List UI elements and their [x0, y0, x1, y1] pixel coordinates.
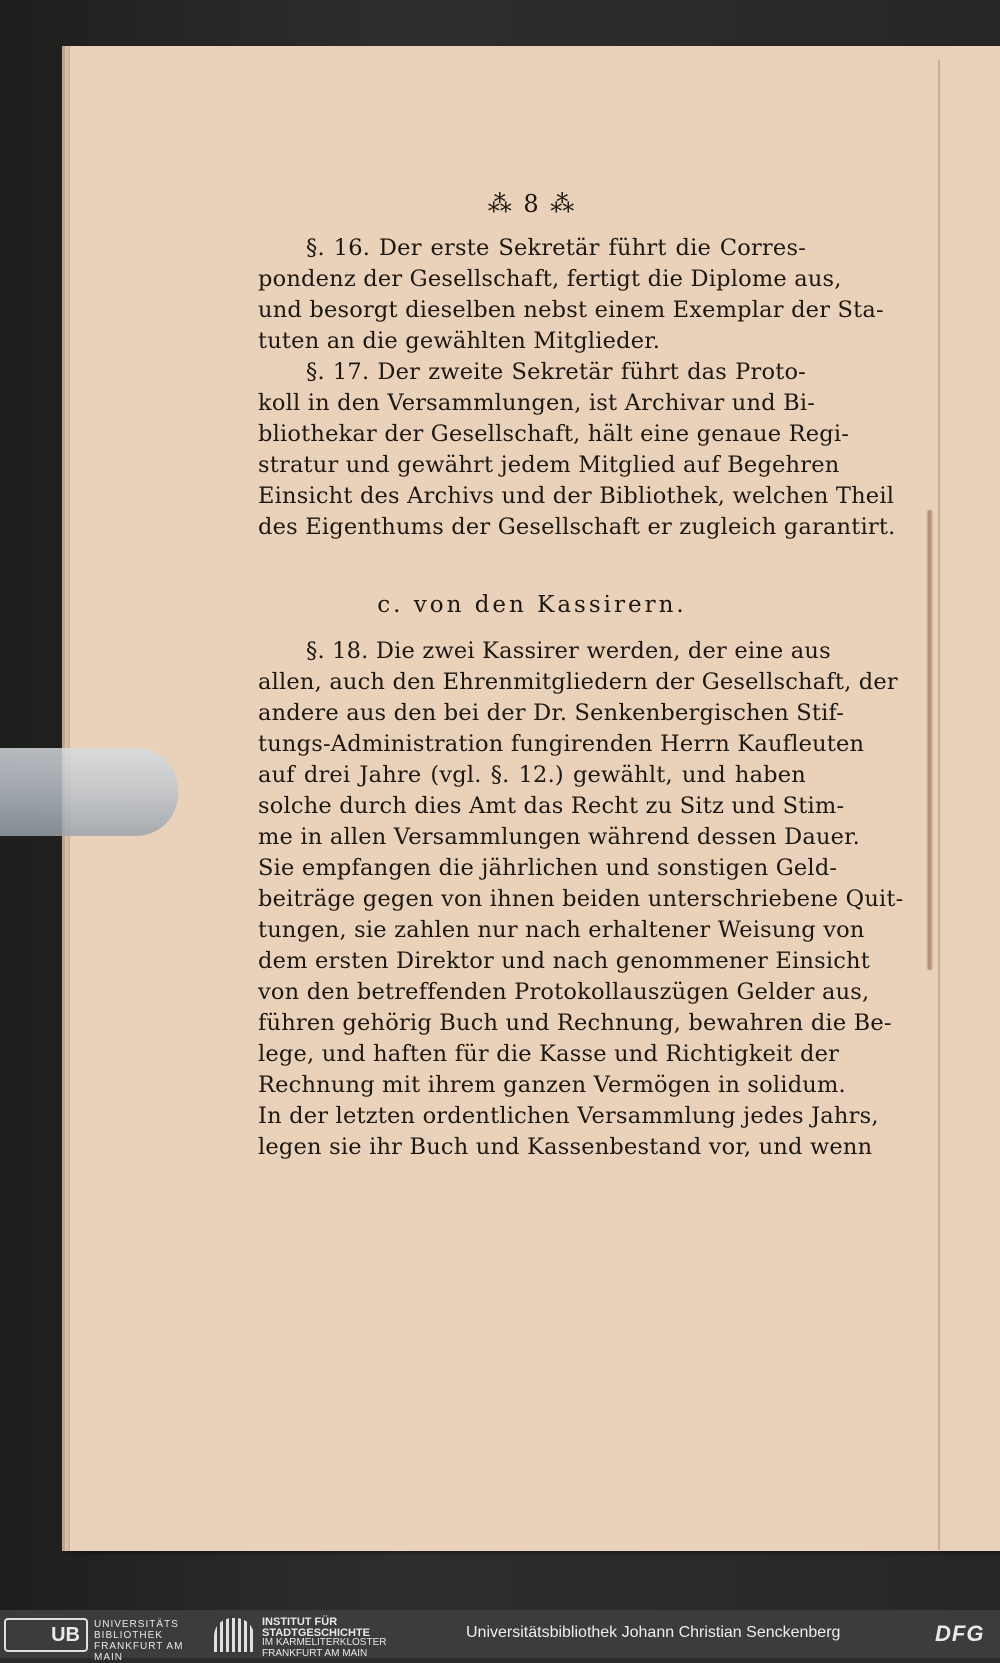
text-line: und besorgt dieselben nebst einem Exemplar der Sta-: [258, 297, 884, 323]
institute-logo-line: FRANKFURT AM MAIN: [262, 1647, 368, 1659]
dfg-logo[interactable]: DFG: [935, 1621, 985, 1646]
text-line: solche durch dies Amt das Recht zu Sitz und Stim-: [258, 793, 845, 819]
institute-logo-line: STADTGESCHICHTE: [262, 1626, 370, 1639]
text-line: §. 18. Die zwei Kassirer werden, der eine aus: [306, 638, 831, 664]
text-line: lege, und haften für die Kasse und Richtigkeit der: [258, 1041, 840, 1067]
scan-clip: [0, 748, 178, 836]
page-edge-mark: [926, 510, 934, 970]
ub-logo-line: BIBLIOTHEK: [94, 1630, 163, 1641]
text-line: In der letzten ordentlichen Versammlung jedes Jahrs,: [258, 1103, 879, 1129]
text-line: legen sie ihr Buch und Kassenbestand vor, und wenn: [258, 1134, 873, 1160]
ub-logo[interactable]: UB: [4, 1618, 88, 1652]
text-line: Einsicht des Archivs und der Bibliothek, welchen Theil: [258, 483, 895, 509]
institute-logo-text: [262, 1617, 412, 1659]
text-line: führen gehörig Buch und Rechnung, bewahren die Be-: [258, 1010, 892, 1036]
text-line: allen, auch den Ehrenmitgliedern der Gesellschaft, der: [258, 669, 898, 695]
institute-logo-line: INSTITUT FÜR: [262, 1616, 338, 1628]
text-line: auf drei Jahre (vgl. §. 12.) gewählt, und haben: [258, 762, 806, 788]
text-line: stratur und gewährt jedem Mitglied auf Begehren: [258, 452, 840, 478]
text-line: von den betreffenden Protokollauszügen Gelder aus,: [258, 979, 870, 1005]
ub-logo-line: UNIVERSITÄTS: [94, 1619, 179, 1630]
text-line: andere aus den bei der Dr. Senkenbergischen Stif-: [258, 700, 845, 726]
text-line: tungs-Administration fungirenden Herrn Kaufleuten: [258, 731, 865, 757]
text-line: koll in den Versammlungen, ist Archivar und Bi-: [258, 390, 816, 416]
text-line: des Eigenthums der Gesellschaft er zugleich garantirt.: [258, 514, 896, 540]
text-line: Sie empfangen die jährlichen und sonstigen Geld-: [258, 855, 838, 881]
text-line: beiträge gegen von ihnen beiden unterschriebene Quit-: [258, 886, 904, 912]
text-line: §. 17. Der zweite Sekretär führt das Proto-: [306, 359, 806, 385]
viewer-footer-bar: [0, 1610, 1000, 1663]
ub-logo-text: [94, 1619, 204, 1663]
institute-logo-line: IM KARMELITERKLOSTER: [262, 1637, 387, 1648]
text-line: bliothekar der Gesellschaft, hält eine genaue Regi-: [258, 421, 850, 447]
section-subheading: c. von den Kassirern.: [377, 592, 687, 618]
library-name: Universitätsbibliothek Johann Christian Senckenberg: [466, 1624, 841, 1641]
page-number-header: ⁂ 8 ⁂: [487, 190, 577, 218]
text-line: §. 16. Der erste Sekretär führt die Corres-: [306, 235, 806, 261]
text-line: dem ersten Direktor und nach genommener Einsicht: [258, 948, 870, 974]
text-line: tungen, sie zahlen nur nach erhaltener Weisung von: [258, 917, 865, 943]
ub-logo-line: FRANKFURT AM MAIN: [94, 1641, 184, 1663]
text-line: Rechnung mit ihrem ganzen Vermögen in solidum.: [258, 1072, 846, 1098]
institute-logo-icon[interactable]: [214, 1618, 254, 1652]
text-line: me in allen Versammlungen während dessen Dauer.: [258, 824, 860, 850]
text-line: pondenz der Gesellschaft, fertigt die Diplome aus,: [258, 266, 842, 292]
page-fold-line: [938, 60, 940, 1550]
text-line: tuten an die gewählten Mitglieder.: [258, 328, 661, 354]
